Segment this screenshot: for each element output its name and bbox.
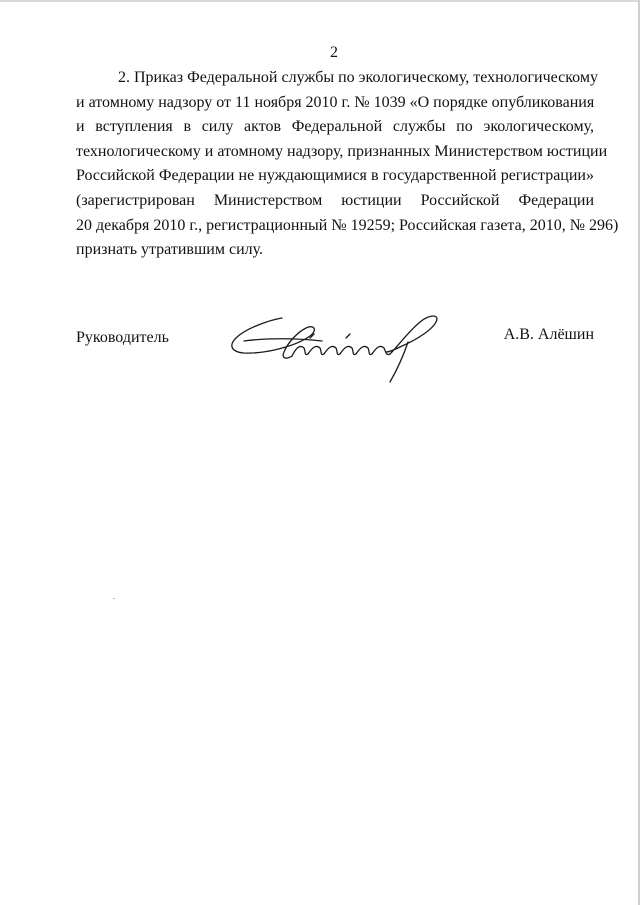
page-edge-top [0, 0, 640, 2]
paragraph-line: и вступления в силу актов Федеральной службы по экологическому, [76, 118, 594, 136]
paragraph-line: технологическому и атомному надзору, признанных Министерством юстиции [76, 142, 608, 160]
signature-block [76, 326, 594, 386]
paragraph-line: 2. Приказ Федеральной службы по экологическому, технологическому [118, 69, 598, 86]
signer-name: А.В. Алёшин [503, 326, 594, 343]
paragraph-line: Российской Федерации не нуждающимися в государственной регистрации» [76, 167, 594, 185]
paragraph-line: 20 декабря 2010 г., регистрационный № 19259; Российская газета, 2010, № 296) [76, 216, 619, 234]
scan-speck [113, 598, 115, 599]
position-title: Руководитель [76, 329, 169, 346]
paragraph-line: признать утратившим силу. [76, 241, 264, 259]
page-number: 2 [330, 44, 338, 61]
paragraph-line: (зарегистрирован Министерством юстиции Российской Федерации [76, 191, 594, 209]
paragraph-line: и атомному надзору от 11 ноября 2010 г. № 1039 «О порядке опубликования [76, 93, 595, 111]
paragraph-2 [76, 66, 619, 263]
handwritten-signature [226, 308, 456, 386]
